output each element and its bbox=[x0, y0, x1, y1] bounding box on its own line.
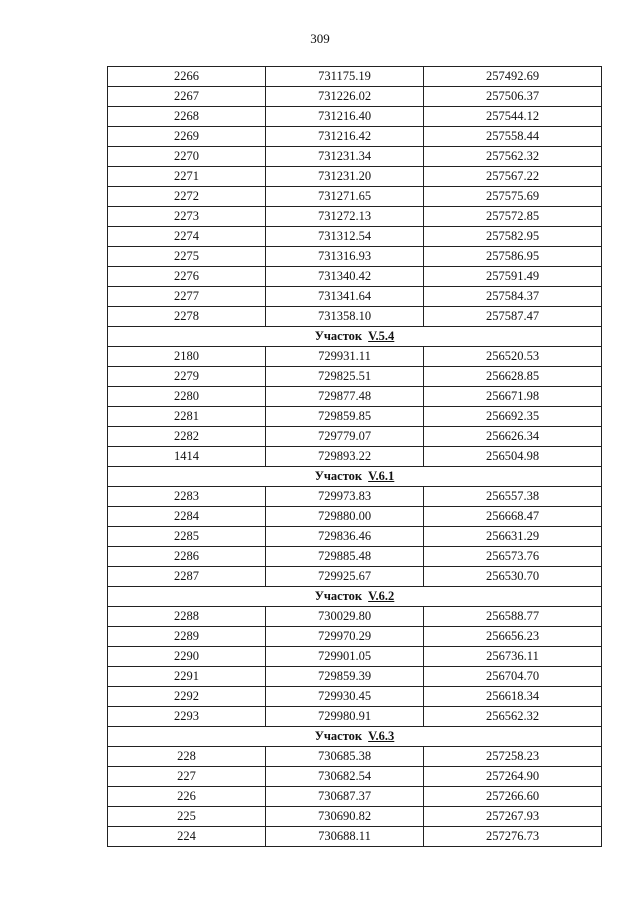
point-number-cell: 2275 bbox=[108, 247, 266, 267]
point-number-cell: 2293 bbox=[108, 707, 266, 727]
section-header bbox=[108, 467, 602, 487]
x-coordinate-cell: 731216.42 bbox=[266, 127, 424, 147]
y-coordinate-cell: 256562.32 bbox=[424, 707, 602, 727]
table-row bbox=[108, 527, 602, 547]
table-row bbox=[108, 487, 602, 507]
point-number-cell: 2180 bbox=[108, 347, 266, 367]
point-number-cell: 2273 bbox=[108, 207, 266, 227]
section-header-row bbox=[108, 587, 602, 607]
section-code: V.5.4 bbox=[368, 329, 395, 343]
x-coordinate-cell: 729931.11 bbox=[266, 347, 424, 367]
point-number-cell: 2274 bbox=[108, 227, 266, 247]
y-coordinate-cell: 256671.98 bbox=[424, 387, 602, 407]
section-header-row bbox=[108, 327, 602, 347]
table-row bbox=[108, 367, 602, 387]
x-coordinate-cell: 731231.34 bbox=[266, 147, 424, 167]
table-row bbox=[108, 127, 602, 147]
point-number-cell: 2285 bbox=[108, 527, 266, 547]
table-row bbox=[108, 447, 602, 467]
section-header-row bbox=[108, 467, 602, 487]
y-coordinate-cell: 257587.47 bbox=[424, 307, 602, 327]
x-coordinate-cell: 729970.29 bbox=[266, 627, 424, 647]
y-coordinate-cell: 256618.34 bbox=[424, 687, 602, 707]
point-number-cell: 2276 bbox=[108, 267, 266, 287]
x-coordinate-cell: 729885.48 bbox=[266, 547, 424, 567]
y-coordinate-cell: 256736.11 bbox=[424, 647, 602, 667]
x-coordinate-cell: 731312.54 bbox=[266, 227, 424, 247]
x-coordinate-cell: 729930.45 bbox=[266, 687, 424, 707]
table-row bbox=[108, 147, 602, 167]
x-coordinate-cell: 730029.80 bbox=[266, 607, 424, 627]
point-number-cell: 2279 bbox=[108, 367, 266, 387]
table-row bbox=[108, 167, 602, 187]
table-row bbox=[108, 627, 602, 647]
table-row bbox=[108, 207, 602, 227]
point-number-cell: 225 bbox=[108, 807, 266, 827]
x-coordinate-cell: 731272.13 bbox=[266, 207, 424, 227]
x-coordinate-cell: 731271.65 bbox=[266, 187, 424, 207]
x-coordinate-cell: 729877.48 bbox=[266, 387, 424, 407]
point-number-cell: 2286 bbox=[108, 547, 266, 567]
point-number-cell: 2266 bbox=[108, 67, 266, 87]
y-coordinate-cell: 257544.12 bbox=[424, 107, 602, 127]
x-coordinate-cell: 729973.83 bbox=[266, 487, 424, 507]
x-coordinate-cell: 731340.42 bbox=[266, 267, 424, 287]
y-coordinate-cell: 256557.38 bbox=[424, 487, 602, 507]
y-coordinate-cell: 257572.85 bbox=[424, 207, 602, 227]
y-coordinate-cell: 256530.70 bbox=[424, 567, 602, 587]
table-row bbox=[108, 807, 602, 827]
section-code: V.6.1 bbox=[368, 469, 395, 483]
point-number-cell: 226 bbox=[108, 787, 266, 807]
point-number-cell: 224 bbox=[108, 827, 266, 847]
point-number-cell: 2280 bbox=[108, 387, 266, 407]
page-number: 309 bbox=[310, 31, 330, 46]
x-coordinate-cell: 729901.05 bbox=[266, 647, 424, 667]
table-row bbox=[108, 307, 602, 327]
point-number-cell: 2284 bbox=[108, 507, 266, 527]
table-row bbox=[108, 67, 602, 87]
table-row bbox=[108, 747, 602, 767]
section-header bbox=[108, 327, 602, 347]
table-row bbox=[108, 267, 602, 287]
coordinates-table bbox=[107, 66, 602, 847]
section-label: Участок bbox=[314, 729, 363, 743]
point-number-cell: 1414 bbox=[108, 447, 266, 467]
table-row bbox=[108, 507, 602, 527]
x-coordinate-cell: 731358.10 bbox=[266, 307, 424, 327]
x-coordinate-cell: 731231.20 bbox=[266, 167, 424, 187]
x-coordinate-cell: 729825.51 bbox=[266, 367, 424, 387]
x-coordinate-cell: 731226.02 bbox=[266, 87, 424, 107]
y-coordinate-cell: 256631.29 bbox=[424, 527, 602, 547]
table-row bbox=[108, 827, 602, 847]
table-row bbox=[108, 427, 602, 447]
y-coordinate-cell: 256704.70 bbox=[424, 667, 602, 687]
table-row bbox=[108, 647, 602, 667]
y-coordinate-cell: 257591.49 bbox=[424, 267, 602, 287]
y-coordinate-cell: 257584.37 bbox=[424, 287, 602, 307]
y-coordinate-cell: 256573.76 bbox=[424, 547, 602, 567]
coordinates-table-body bbox=[108, 67, 602, 847]
table-row bbox=[108, 87, 602, 107]
point-number-cell: 2290 bbox=[108, 647, 266, 667]
point-number-cell: 2272 bbox=[108, 187, 266, 207]
x-coordinate-cell: 731175.19 bbox=[266, 67, 424, 87]
y-coordinate-cell: 256626.34 bbox=[424, 427, 602, 447]
point-number-cell: 2287 bbox=[108, 567, 266, 587]
section-label: Участок bbox=[314, 469, 363, 483]
table-row bbox=[108, 347, 602, 367]
x-coordinate-cell: 729859.85 bbox=[266, 407, 424, 427]
x-coordinate-cell: 731341.64 bbox=[266, 287, 424, 307]
table-row bbox=[108, 547, 602, 567]
y-coordinate-cell: 256628.85 bbox=[424, 367, 602, 387]
y-coordinate-cell: 257276.73 bbox=[424, 827, 602, 847]
point-number-cell: 2291 bbox=[108, 667, 266, 687]
table-row bbox=[108, 787, 602, 807]
y-coordinate-cell: 257575.69 bbox=[424, 187, 602, 207]
section-header-row bbox=[108, 727, 602, 747]
x-coordinate-cell: 729893.22 bbox=[266, 447, 424, 467]
y-coordinate-cell: 256588.77 bbox=[424, 607, 602, 627]
section-header bbox=[108, 587, 602, 607]
point-number-cell: 2270 bbox=[108, 147, 266, 167]
point-number-cell: 2292 bbox=[108, 687, 266, 707]
y-coordinate-cell: 256504.98 bbox=[424, 447, 602, 467]
section-code: V.6.3 bbox=[368, 729, 395, 743]
y-coordinate-cell: 257258.23 bbox=[424, 747, 602, 767]
point-number-cell: 2289 bbox=[108, 627, 266, 647]
y-coordinate-cell: 256692.35 bbox=[424, 407, 602, 427]
table-row bbox=[108, 567, 602, 587]
table-row bbox=[108, 247, 602, 267]
point-number-cell: 2283 bbox=[108, 487, 266, 507]
x-coordinate-cell: 731216.40 bbox=[266, 107, 424, 127]
point-number-cell: 2282 bbox=[108, 427, 266, 447]
x-coordinate-cell: 729925.67 bbox=[266, 567, 424, 587]
y-coordinate-cell: 257562.32 bbox=[424, 147, 602, 167]
y-coordinate-cell: 257506.37 bbox=[424, 87, 602, 107]
section-label: Участок bbox=[314, 589, 363, 603]
section-code: V.6.2 bbox=[368, 589, 395, 603]
table-row bbox=[108, 407, 602, 427]
x-coordinate-cell: 729859.39 bbox=[266, 667, 424, 687]
y-coordinate-cell: 256668.47 bbox=[424, 507, 602, 527]
y-coordinate-cell: 257492.69 bbox=[424, 67, 602, 87]
table-row bbox=[108, 387, 602, 407]
y-coordinate-cell: 256656.23 bbox=[424, 627, 602, 647]
point-number-cell: 228 bbox=[108, 747, 266, 767]
x-coordinate-cell: 729980.91 bbox=[266, 707, 424, 727]
x-coordinate-cell: 730682.54 bbox=[266, 767, 424, 787]
x-coordinate-cell: 730690.82 bbox=[266, 807, 424, 827]
x-coordinate-cell: 729880.00 bbox=[266, 507, 424, 527]
table-row bbox=[108, 667, 602, 687]
x-coordinate-cell: 729836.46 bbox=[266, 527, 424, 547]
table-row bbox=[108, 707, 602, 727]
x-coordinate-cell: 730685.38 bbox=[266, 747, 424, 767]
y-coordinate-cell: 257264.90 bbox=[424, 767, 602, 787]
table-row bbox=[108, 767, 602, 787]
y-coordinate-cell: 257558.44 bbox=[424, 127, 602, 147]
x-coordinate-cell: 730687.37 bbox=[266, 787, 424, 807]
point-number-cell: 2269 bbox=[108, 127, 266, 147]
table-row bbox=[108, 187, 602, 207]
table-row bbox=[108, 107, 602, 127]
y-coordinate-cell: 257266.60 bbox=[424, 787, 602, 807]
point-number-cell: 2277 bbox=[108, 287, 266, 307]
table-row bbox=[108, 687, 602, 707]
y-coordinate-cell: 257267.93 bbox=[424, 807, 602, 827]
table-row bbox=[108, 227, 602, 247]
point-number-cell: 2281 bbox=[108, 407, 266, 427]
x-coordinate-cell: 730688.11 bbox=[266, 827, 424, 847]
point-number-cell: 2267 bbox=[108, 87, 266, 107]
point-number-cell: 2268 bbox=[108, 107, 266, 127]
table-row bbox=[108, 607, 602, 627]
point-number-cell: 2288 bbox=[108, 607, 266, 627]
table-row bbox=[108, 287, 602, 307]
y-coordinate-cell: 257567.22 bbox=[424, 167, 602, 187]
point-number-cell: 227 bbox=[108, 767, 266, 787]
x-coordinate-cell: 729779.07 bbox=[266, 427, 424, 447]
y-coordinate-cell: 256520.53 bbox=[424, 347, 602, 367]
point-number-cell: 2271 bbox=[108, 167, 266, 187]
section-header bbox=[108, 727, 602, 747]
y-coordinate-cell: 257582.95 bbox=[424, 227, 602, 247]
x-coordinate-cell: 731316.93 bbox=[266, 247, 424, 267]
y-coordinate-cell: 257586.95 bbox=[424, 247, 602, 267]
point-number-cell: 2278 bbox=[108, 307, 266, 327]
section-label: Участок bbox=[314, 329, 363, 343]
